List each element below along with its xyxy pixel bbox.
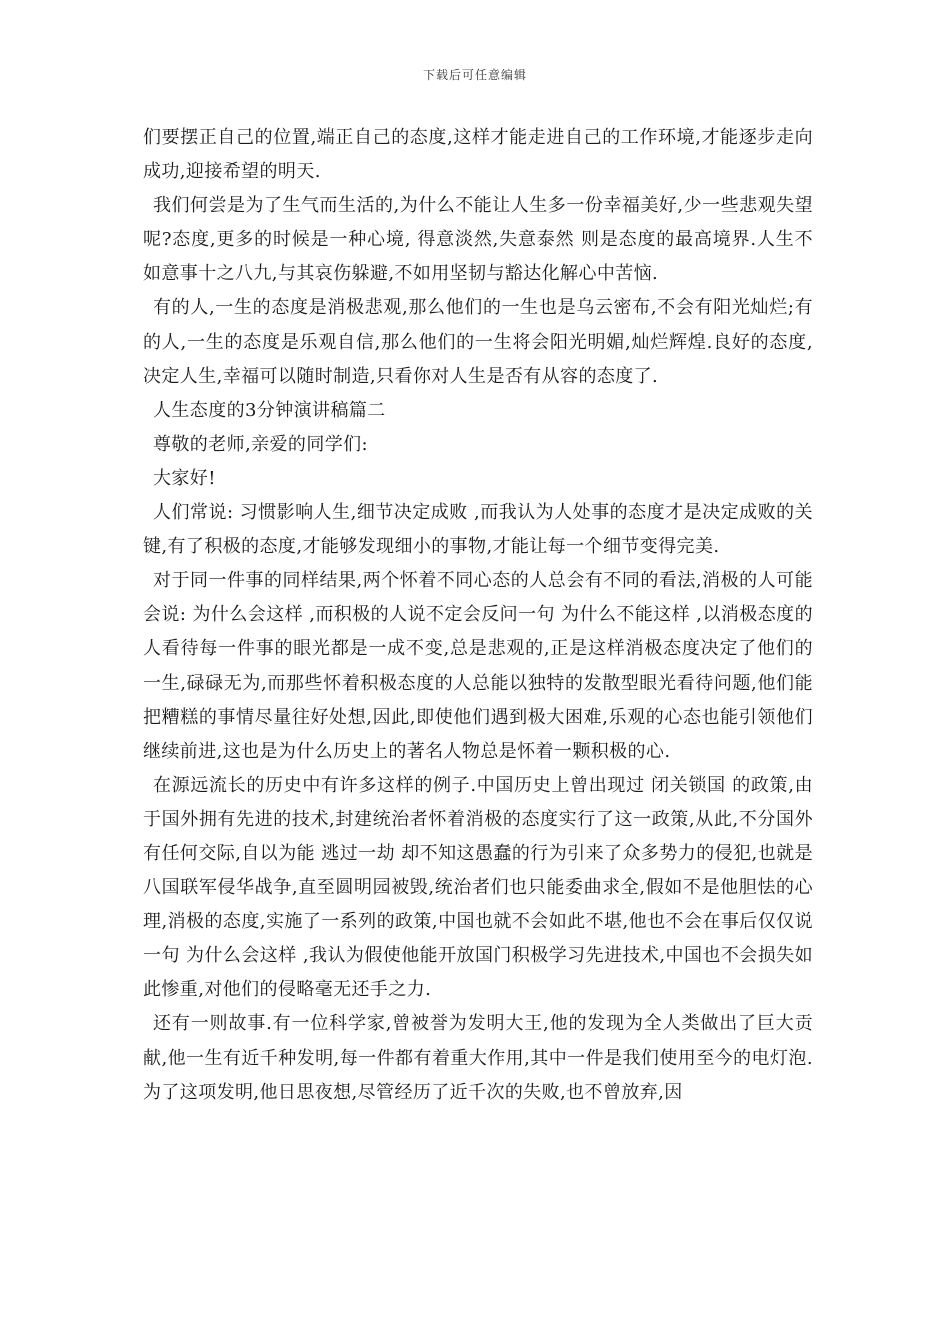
section-heading: 人生态度的3分钟演讲稿篇二 <box>153 399 386 421</box>
paragraph: 们要摆正自己的位置,端正自己的态度,这样才能走进自己的工作环境,才能逐步走向成功,迎接希望的明天. <box>143 127 813 183</box>
paragraph: 有的人,一生的态度是消极悲观,那么他们的一生也是乌云密布,不会有阳光灿烂;有的人,一生的态度是乐观自信,那么他们的一生将会阳光明媚,灿烂辉煌.良好的态度,决定人生,幸福可以随时制造,只看你对人生是否有从容的态度了. <box>143 297 813 387</box>
document-body <box>143 121 813 1110</box>
page-header: 下载后可任意编辑 <box>422 68 527 82</box>
salutation: 尊敬的老师,亲爱的同学们: <box>153 433 368 455</box>
paragraph: 人们常说: 习惯影响人生,细节决定成败 ,而我认为人处事的态度才是决定成败的关键,有了积极的态度,才能够发现细小的事物,才能让每一个细节变得完美. <box>143 502 813 558</box>
greeting: 大家好! <box>153 467 216 489</box>
paragraph: 我们何尝是为了生气而生活的,为什么不能让人生多一份幸福美好,少一些悲观失望呢?态度,更多的时候是一种心境, 得意淡然,失意泰然 则是态度的最高境界.人生不如意事十之八九,与其哀伤躲避,不如用坚韧与豁达化解心中苦恼. <box>143 195 813 285</box>
paragraph: 还有一则故事.有一位科学家,曾被誉为发明大王,他的发现为全人类做出了巨大贡献,他一生有近千种发明,每一件都有着重大作用,其中一件是我们使用至今的电灯泡.为了这项发明,他日思夜想,尽管经历了近千次的失败,也不曾放弃,因 <box>143 1013 813 1103</box>
paragraph: 在源远流长的历史中有许多这样的例子.中国历史上曾出现过 闭关锁国 的政策,由于国外拥有先进的技术,封建统治者怀着消极的态度实行了这一政策,从此,不分国外有任何交际,自以为能 逃过一劫 却不知这愚蠢的行为引来了众多势力的侵犯,也就是八国联军侵华战争,直至圆明园被毁,统治者们也只能委曲求全,假如不是他胆怯的心理,消极的态度,实施了一系列的政策,中国也就不会如此不堪,他也不会在事后仅仅说一句 为什么会这样 ,我认为假使他能开放国门积极学习先进技术,中国也不会损失如此惨重,对他们的侵略毫无还手之力. <box>143 774 813 1001</box>
paragraph: 对于同一件事的同样结果,两个怀着不同心态的人总会有不同的看法,消极的人可能会说: 为什么会这样 ,而积极的人说不定会反问一句 为什么不能这样 ,以消极态度的人看待每一件事的眼光都是一成不变,总是悲观的,正是这样消极态度决定了他们的一生,碌碌无为,而那些怀着积极态度的人总能以独特的发散型眼光看待问题,他们能把糟糕的事情尽量往好处想,因此,即使他们遇到极大困难,乐观的心态也能引领他们继续前进,这也是为什么历史上的著名人物总是怀着一颗积极的心. <box>143 570 813 762</box>
